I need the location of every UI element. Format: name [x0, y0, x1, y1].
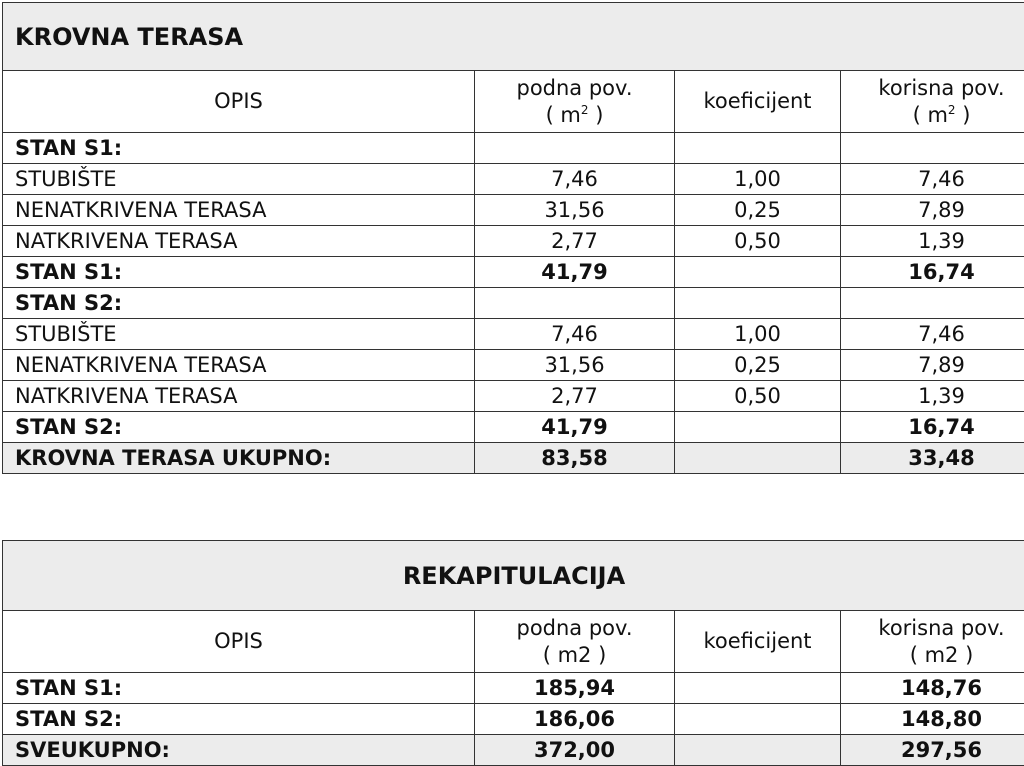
table-row	[3, 412, 1024, 443]
cell-opis: NENATKRIVENA TERASA	[3, 350, 475, 381]
cell-koeficijent: 1,00	[675, 164, 841, 195]
krovna-terasa-table	[2, 2, 1024, 474]
table-row	[3, 164, 1024, 195]
cell-podna-pov: 186,06	[475, 704, 675, 735]
table-row	[3, 133, 1024, 164]
cell-korisna-pov: 7,46	[841, 164, 1024, 195]
table-row	[3, 226, 1024, 257]
header-korisna-unit-post: )	[962, 103, 970, 127]
cell-korisna-pov: 297,56	[841, 735, 1024, 766]
cell-koeficijent	[675, 735, 841, 766]
table-row	[3, 673, 1024, 704]
cell-podna-pov: 31,56	[475, 350, 675, 381]
header-korisna-pov	[841, 71, 1024, 133]
header-opis: OPIS	[3, 71, 475, 133]
cell-opis: STUBIŠTE	[3, 319, 475, 350]
cell-opis: STAN S2:	[3, 412, 475, 443]
cell-opis: STAN S1:	[3, 673, 475, 704]
header-koeficijent: koeficijent	[675, 611, 841, 673]
cell-podna-pov: 7,46	[475, 164, 675, 195]
cell-koeficijent: 0,25	[675, 350, 841, 381]
cell-korisna-pov	[841, 288, 1024, 319]
cell-koeficijent	[675, 673, 841, 704]
table-title-row	[3, 541, 1024, 611]
cell-opis: STAN S2:	[3, 288, 475, 319]
header-podna-unit-post: )	[595, 103, 603, 127]
cell-opis: NATKRIVENA TERASA	[3, 381, 475, 412]
header-podna-pov	[475, 71, 675, 133]
header-korisna-unit-sup: 2	[948, 103, 956, 117]
header-podna-pov	[475, 611, 675, 673]
cell-podna-pov: 2,77	[475, 226, 675, 257]
cell-korisna-pov	[841, 133, 1024, 164]
header-koeficijent: koeficijent	[675, 71, 841, 133]
header-row	[3, 71, 1024, 133]
cell-koeficijent	[675, 412, 841, 443]
header-podna-line1: podna pov.	[516, 616, 632, 640]
cell-korisna-pov: 148,80	[841, 704, 1024, 735]
header-korisna-unit-pre: ( m	[913, 103, 948, 127]
cell-podna-pov: 41,79	[475, 257, 675, 288]
cell-podna-pov: 372,00	[475, 735, 675, 766]
cell-opis: STAN S1:	[3, 257, 475, 288]
table-row	[3, 381, 1024, 412]
header-podna-line1: podna pov.	[516, 76, 632, 100]
cell-podna-pov: 7,46	[475, 319, 675, 350]
cell-korisna-pov: 16,74	[841, 257, 1024, 288]
cell-korisna-pov: 1,39	[841, 226, 1024, 257]
cell-koeficijent	[675, 443, 841, 474]
cell-korisna-pov: 7,89	[841, 350, 1024, 381]
cell-opis: NATKRIVENA TERASA	[3, 226, 475, 257]
table-row	[3, 704, 1024, 735]
cell-koeficijent	[675, 257, 841, 288]
table-row	[3, 735, 1024, 766]
header-korisna-line1: korisna pov.	[878, 76, 1004, 100]
cell-koeficijent: 0,50	[675, 226, 841, 257]
cell-korisna-pov: 7,46	[841, 319, 1024, 350]
table-title: KROVNA TERASA	[3, 3, 1024, 71]
header-korisna-line1: korisna pov.	[878, 616, 1004, 640]
cell-opis: SVEUKUPNO:	[3, 735, 475, 766]
cell-opis: STAN S2:	[3, 704, 475, 735]
cell-opis: STAN S1:	[3, 133, 475, 164]
cell-opis: KROVNA TERASA UKUPNO:	[3, 443, 475, 474]
cell-koeficijent	[675, 288, 841, 319]
cell-podna-pov: 185,94	[475, 673, 675, 704]
cell-korisna-pov: 1,39	[841, 381, 1024, 412]
header-podna-unit-sup: 2	[581, 103, 589, 117]
table-title-cell	[3, 541, 1024, 611]
header-row	[3, 611, 1024, 673]
cell-korisna-pov: 148,76	[841, 673, 1024, 704]
cell-podna-pov	[475, 288, 675, 319]
cell-podna-pov: 41,79	[475, 412, 675, 443]
cell-podna-pov: 31,56	[475, 195, 675, 226]
cell-koeficijent: 0,25	[675, 195, 841, 226]
table-row	[3, 195, 1024, 226]
cell-podna-pov: 2,77	[475, 381, 675, 412]
cell-koeficijent: 1,00	[675, 319, 841, 350]
header-opis: OPIS	[3, 611, 475, 673]
cell-podna-pov	[475, 133, 675, 164]
table-title-row	[3, 3, 1024, 71]
header-podna-unit-pre: ( m	[546, 103, 581, 127]
cell-korisna-pov: 7,89	[841, 195, 1024, 226]
header-korisna-line2: ( m2 )	[910, 643, 974, 667]
table-row	[3, 319, 1024, 350]
table-row	[3, 350, 1024, 381]
table-row	[3, 443, 1024, 474]
cell-opis: STUBIŠTE	[3, 164, 475, 195]
cell-koeficijent: 0,50	[675, 381, 841, 412]
header-podna-line2: ( m2 )	[543, 643, 607, 667]
table-row	[3, 288, 1024, 319]
header-korisna-pov	[841, 611, 1024, 673]
cell-korisna-pov: 16,74	[841, 412, 1024, 443]
cell-opis: NENATKRIVENA TERASA	[3, 195, 475, 226]
cell-podna-pov: 83,58	[475, 443, 675, 474]
cell-koeficijent	[675, 704, 841, 735]
cell-koeficijent	[675, 133, 841, 164]
cell-korisna-pov: 33,48	[841, 443, 1024, 474]
table-title: REKAPITULACIJA	[3, 564, 1024, 588]
table-row	[3, 257, 1024, 288]
rekapitulacija-table	[2, 540, 1024, 766]
